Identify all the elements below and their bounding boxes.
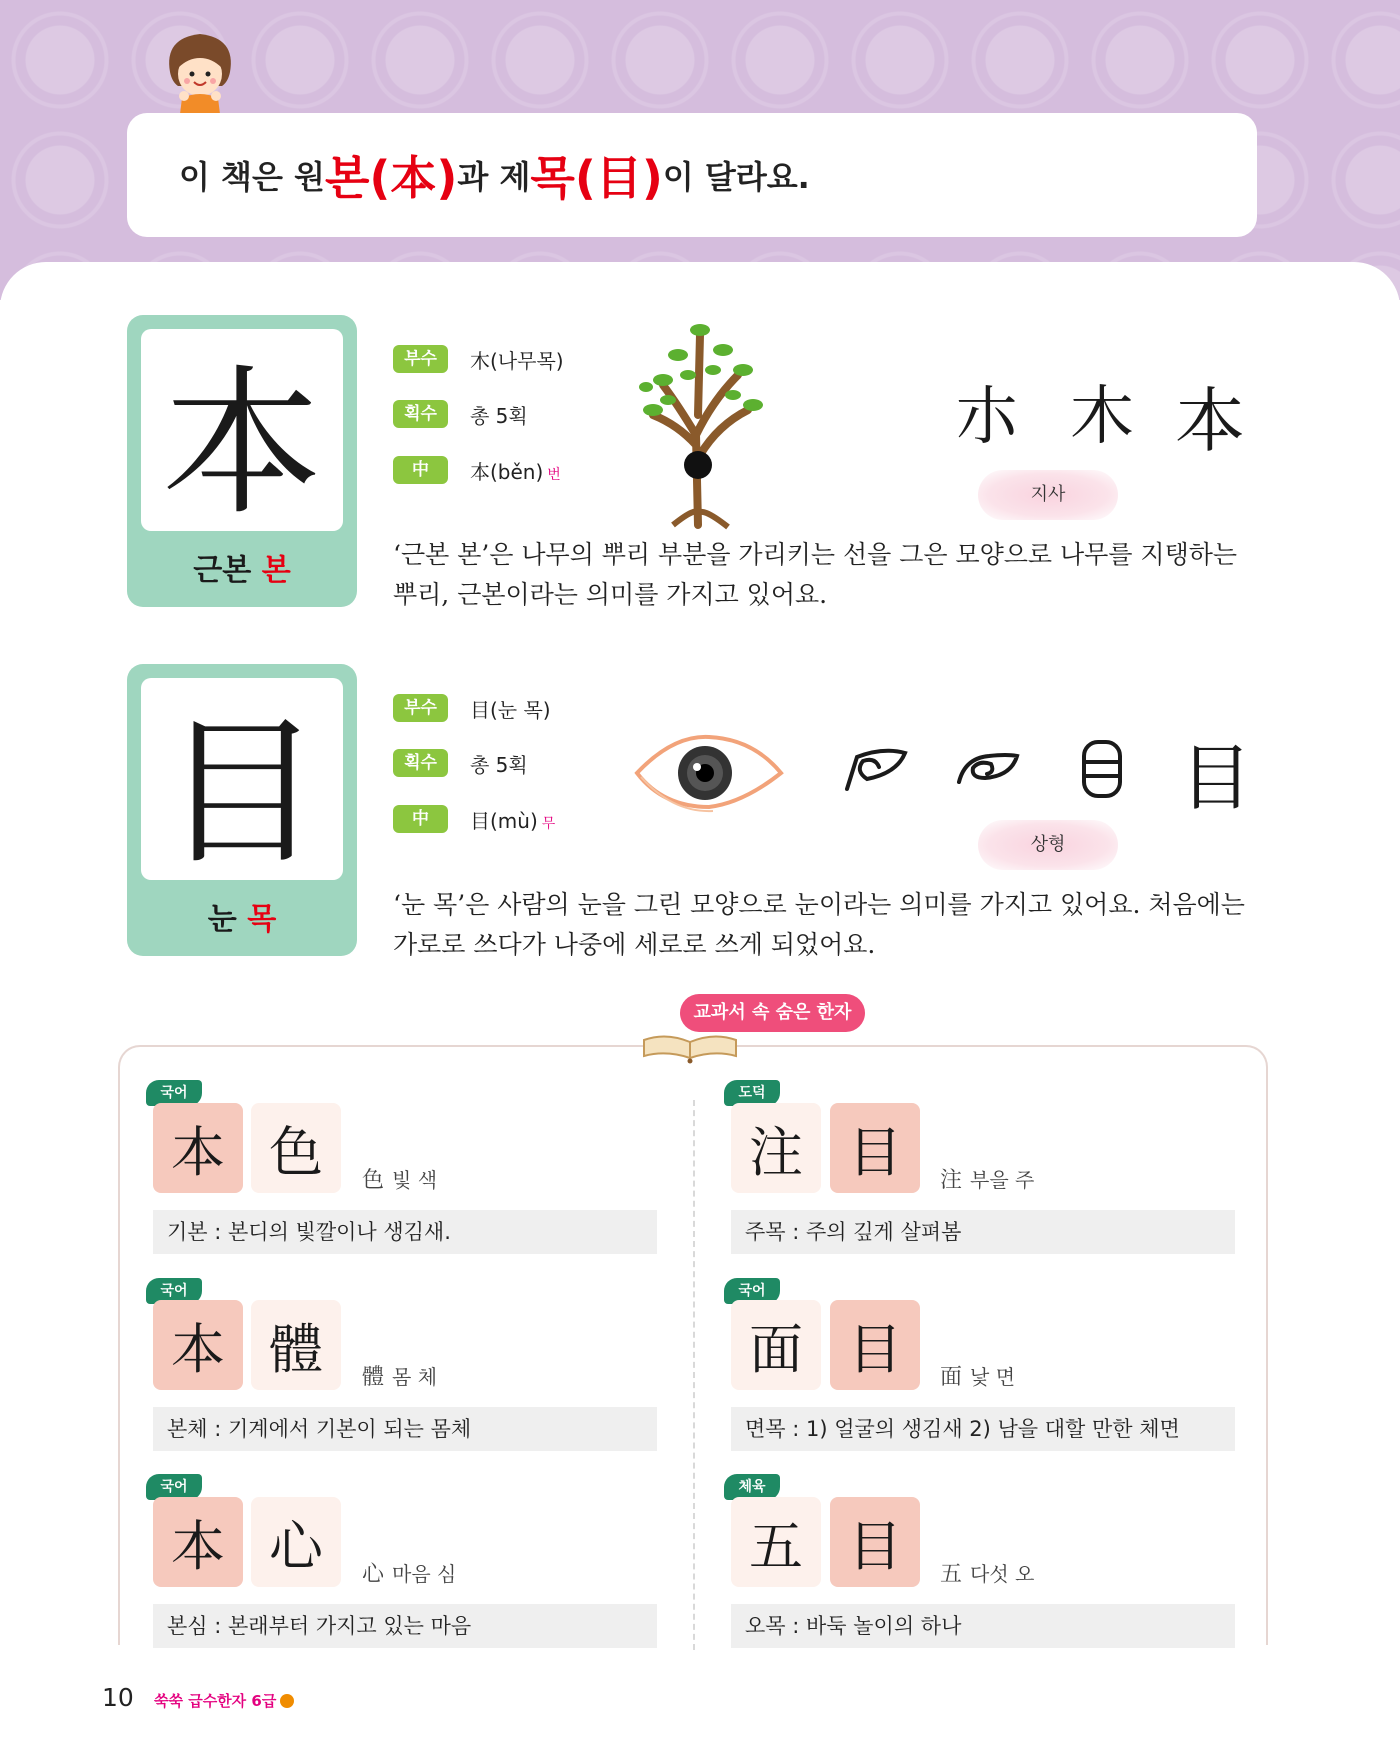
book-title: [154, 1690, 294, 1711]
radical-row: [393, 692, 551, 724]
evolution-glyph-3: 本: [1175, 380, 1245, 462]
strokes-badge: 획수: [393, 400, 448, 428]
eye-glyph-ancient-2-icon: [955, 748, 1021, 788]
character-name: [127, 894, 357, 938]
gloss-hanja: 注: [940, 1168, 963, 1193]
character-sound: 본: [261, 553, 291, 588]
radical-badge: 부수: [393, 694, 448, 722]
gloss-hanja: 心: [362, 1562, 385, 1587]
formation-type-badge: 지사: [978, 470, 1118, 520]
strokes-row: [393, 747, 528, 779]
strokes-badge: 획수: [393, 749, 448, 777]
gloss-reading: 낯 면: [970, 1365, 1016, 1389]
chinese-badge: 中: [393, 456, 448, 484]
character-glyph: 目: [141, 678, 343, 880]
character-glyph: 本: [141, 329, 343, 531]
gloss-hanja: 體: [362, 1365, 385, 1390]
evolution-glyph-1: 朩: [955, 380, 1019, 454]
word-char-2: 目: [830, 1300, 920, 1390]
word-gloss: [940, 1163, 1034, 1194]
word-char-2: 心: [251, 1497, 341, 1587]
title-highlight-2: 목(目): [530, 151, 663, 205]
page-number: 10: [102, 1683, 134, 1712]
gloss-reading: 빛 색: [392, 1168, 438, 1192]
word-definition: 오목 : 바둑 놀이의 하나: [731, 1604, 1235, 1648]
book-title-text: 쑥쑥 급수한자 6급: [154, 1692, 277, 1710]
word-char-1: 本: [153, 1497, 243, 1587]
radical-badge: 부수: [393, 345, 448, 373]
title-mid: 과 제: [457, 158, 531, 196]
radical-value: 目(눈 목): [470, 697, 551, 722]
chinese-reading: 目(mù): [470, 808, 538, 833]
character-card-bon: [127, 315, 357, 607]
character-card-mok: [127, 664, 357, 956]
subject-tag: 체육: [724, 1474, 780, 1500]
word-char-1: 注: [731, 1103, 821, 1193]
chinese-row: [393, 803, 555, 835]
word-gloss: [940, 1557, 1034, 1588]
book-dot-icon: [280, 1694, 294, 1708]
chinese-pronunciation: 무: [541, 815, 556, 832]
eye-glyph-seal-icon: [1080, 738, 1124, 800]
character-meaning: 근본: [193, 553, 262, 588]
title-pre: 이 책은 원: [179, 158, 325, 196]
chinese-value: [470, 456, 561, 485]
eye-illustration-icon: [633, 733, 785, 813]
gloss-reading: 몸 체: [392, 1365, 438, 1389]
word-definition: 주목 : 주의 깊게 살펴봄: [731, 1210, 1235, 1254]
word-definition: 기본 : 본디의 빛깔이나 생김새.: [153, 1210, 657, 1254]
character-description: ‘근본 본’은 나무의 뿌리 부분을 가리키는 선을 그은 모양으로 나무를 지탱하는 뿌리, 근본이라는 의미를 가지고 있어요.: [393, 540, 1238, 609]
word-char-1: 面: [731, 1300, 821, 1390]
title-post: 이 달라요.: [662, 158, 810, 196]
tree-illustration-icon: [638, 315, 773, 530]
chinese-value: [470, 805, 555, 834]
gloss-reading: 부을 주: [970, 1168, 1035, 1192]
chinese-row: [393, 454, 561, 486]
word-char-1: 五: [731, 1497, 821, 1587]
page-title: [127, 113, 1257, 237]
word-gloss: [362, 1557, 456, 1588]
gloss-hanja: 色: [362, 1168, 385, 1193]
radical-value: 木(나무목): [470, 348, 564, 373]
chinese-reading: 本(běn): [470, 459, 544, 484]
character-description: ‘눈 목’은 사람의 눈을 그린 모양으로 눈이라는 의미를 가지고 있어요. 처음에는 가로로 쓰다가 나중에 세로로 쓰게 되었어요.: [393, 890, 1245, 959]
subject-tag: 국어: [724, 1278, 780, 1304]
word-char-2: 色: [251, 1103, 341, 1193]
word-gloss: [362, 1163, 437, 1194]
word-char-2: 目: [830, 1103, 920, 1193]
evolution-glyph-modern: 目: [1180, 736, 1253, 820]
character-sound: 목: [247, 902, 277, 937]
word-char-1: 本: [153, 1300, 243, 1390]
evolution-glyph-2: 木: [1070, 380, 1134, 454]
gloss-reading: 마음 심: [392, 1562, 457, 1586]
gloss-reading: 다섯 오: [970, 1562, 1035, 1586]
subject-tag: 국어: [146, 1278, 202, 1304]
textbook-section-tab: 교과서 속 숨은 한자: [680, 994, 865, 1032]
radical-row: [393, 343, 564, 375]
subject-tag: 도덕: [724, 1080, 780, 1106]
gloss-hanja: 五: [940, 1562, 963, 1587]
word-definition: 면목 : 1) 얼굴의 생김새 2) 남을 대할 만한 체면: [731, 1407, 1235, 1451]
gloss-hanja: 面: [940, 1365, 963, 1390]
word-definition: 본체 : 기계에서 기본이 되는 몸체: [153, 1407, 657, 1451]
word-gloss: [940, 1360, 1015, 1391]
eye-glyph-ancient-1-icon: [843, 743, 909, 793]
character-meaning: 눈: [207, 902, 248, 937]
chinese-pronunciation: 번: [547, 466, 561, 483]
character-name: [127, 545, 357, 589]
strokes-value: 총 5획: [470, 752, 528, 777]
column-divider: [693, 1100, 695, 1650]
title-highlight-1: 본(本): [324, 151, 458, 205]
word-gloss: [362, 1360, 437, 1391]
girl-character-icon: [160, 28, 240, 114]
formation-type-badge: 상형: [978, 820, 1118, 870]
open-book-icon: [640, 1028, 740, 1064]
word-definition: 본심 : 본래부터 가지고 있는 마음: [153, 1604, 657, 1648]
word-char-2: 目: [830, 1497, 920, 1587]
subject-tag: 국어: [146, 1080, 202, 1106]
strokes-value: 총 5획: [470, 403, 528, 428]
strokes-row: [393, 398, 528, 430]
word-char-1: 本: [153, 1103, 243, 1193]
word-char-2: 體: [251, 1300, 341, 1390]
subject-tag: 국어: [146, 1474, 202, 1500]
chinese-badge: 中: [393, 805, 448, 833]
